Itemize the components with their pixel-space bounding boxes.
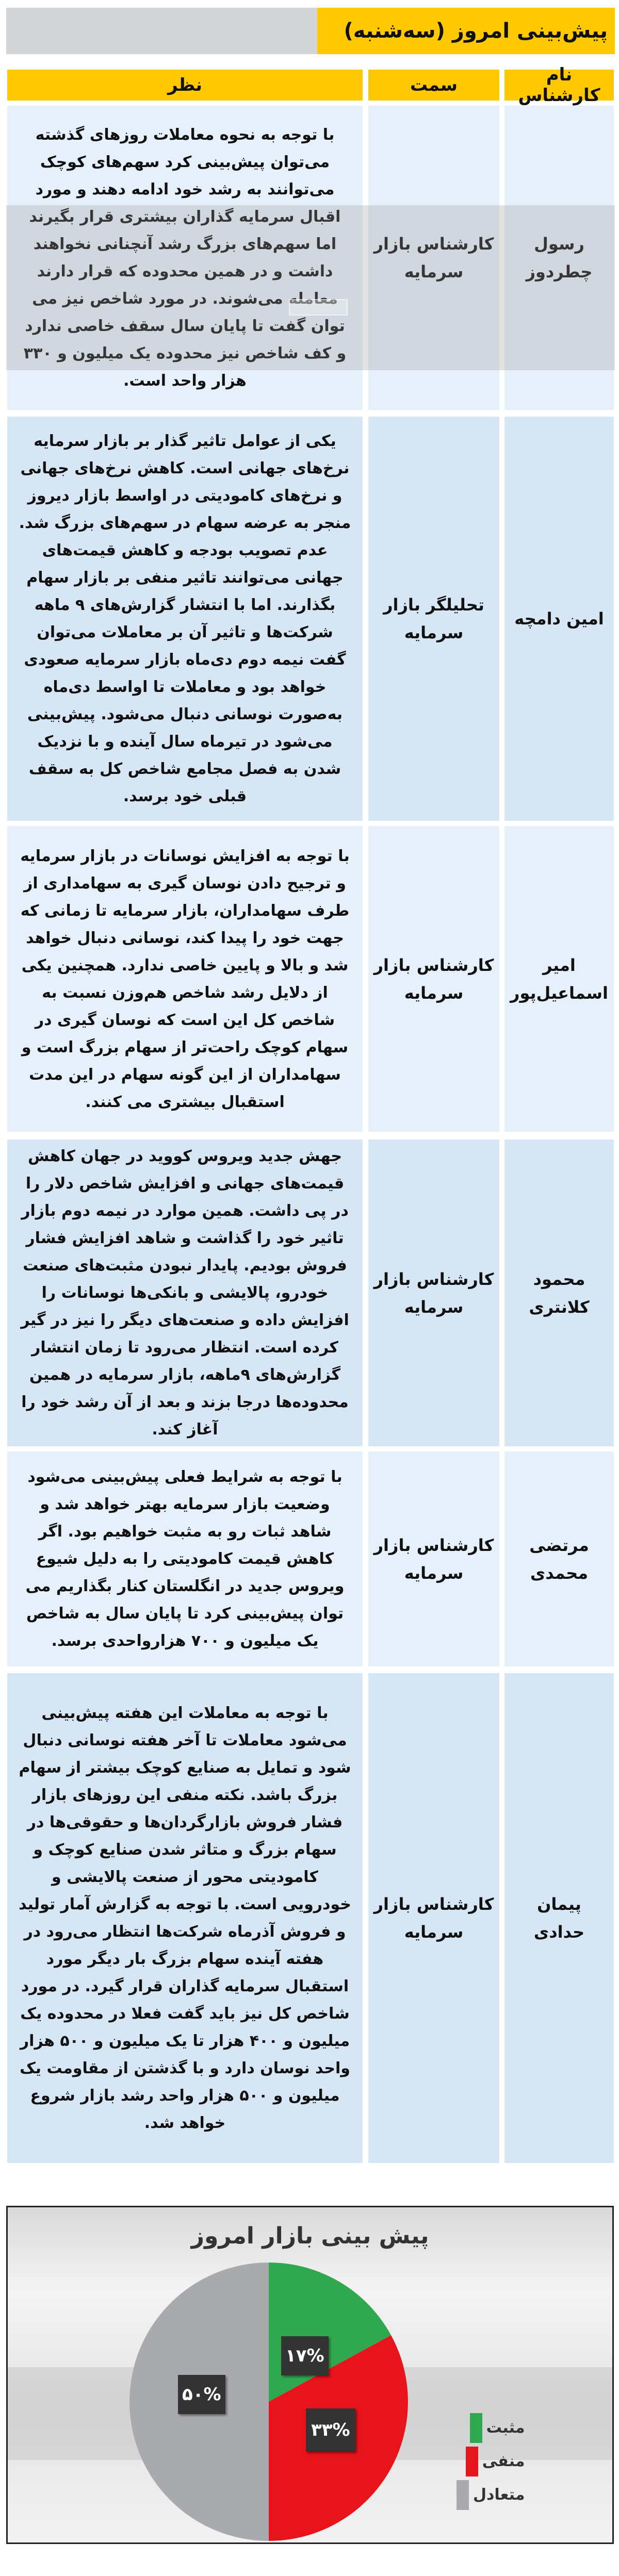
legend-label-positive: مثبت — [486, 2419, 525, 2437]
table-row-2-opinion: یکی از عوامل تاثیر گذار بر بازار سرمایه نرخ‌های جهانی است. کاهش نرخ‌های جهانی و نرخ‌های کامودیتی در اواسط بازار دیروز منجر به عرضه سهام در سهم‌های بزرگ شد. عدم تصویب بودجه و کاهش قیمت‌های جهانی می‌توانند تاثیر منفی بر بازار سهام بگذارند. اما با انتشار گزارش‌های ۹ ماهه شرکت‌ها و تاثیر آن بر معاملات می‌توان گفت نیمه دوم دی‌ماه بازار سرمایه صعودی خواهد بود و معاملات تا اواسط دی‌ماه به‌صورت نوسانی دنبال می‌شود. پیش‌بینی می‌شود در تیرماه سال آینده و با نزدیک شدن به فصل مجامع شاخص کل به سقف قبلی خود برسد. — [7, 417, 363, 821]
table-row-3-name: امیر اسماعیل‌پور — [504, 826, 614, 1132]
table-row-4-role: کارشناس بازار سرمایه — [368, 1140, 499, 1446]
table-row-1-opinion: با توجه به نحوه معاملات روزهای گذشته می‌توان پیش‌بینی کرد سهم‌های کوچک می‌توانند به رشد خود ادامه دهند و مورد اقبال سرمایه گذاران بیشتری قرار بگیرند اما سهم‌های بزرگ رشد آنچنانی نخواهند داشت و در همین محدوده که قرار دارند معامله می‌شوند. در مورد شاخص نیز می توان گفت تا پایان سال سقف خاصی ندارد و کف شاخص نیز محدوده یک میلیون و ۳۳۰ هزار واحد است. — [7, 106, 363, 410]
legend-swatch-positive — [470, 2413, 482, 2443]
table-row-1-role: کارشناس بازار سرمایه — [368, 106, 499, 410]
title-bar — [6, 8, 615, 54]
chart-title: پیش بینی بازار امروز — [191, 2223, 429, 2249]
legend-label-negative: منفی — [482, 2452, 525, 2470]
page-title: پیش‌بینی امروز (سه‌شنبه) — [317, 8, 615, 54]
table-row-5-opinion: با توجه به شرایط فعلی پیش‌بینی می‌شود وضعیت بازار سرمایه بهتر خواهد شد و شاهد ثبات رو به مثبت خواهیم بود. اگر کاهش قیمت کامودیتی را به دلیل شیوع ویروس جدید در انگلستان کنار بگذاریم می توان پیش‌بینی کرد تا پایان سال به شاخص یک میلیون و ۷۰۰ هزارواحدی برسد. — [7, 1451, 363, 1666]
market-forecast-chart — [6, 2206, 614, 2544]
legend-swatch-neutral — [457, 2480, 469, 2510]
table-row-4-opinion: جهش جدید ویروس کووید در جهان کاهش قیمت‌های جهانی و افزایش شاخص دلار را در پی داشت. همین موارد در نیمه دوم بازار تاثیر خود را گذاشت و شاهد افزایش فشار فروش بودیم. پایدار نبودن مثبت‌های صنعت خودرو، پالایشی و بانکی‌ها نوسانات را افزایش داده و صنعت‌های دیگر را نیز در گیر کرده است. انتظار می‌رود تا زمان انتشار گزارش‌های ۹ماهه، بازار سرمایه در همین محدوده‌ها درجا بزند و بعد از آن رشد خود را آغاز کند. — [7, 1140, 363, 1446]
legend-item-negative — [457, 2445, 525, 2478]
table-row-6-role: کارشناس بازار سرمایه — [368, 1673, 499, 2163]
watermark-logo-label — [289, 299, 348, 316]
legend-swatch-negative — [466, 2447, 478, 2476]
header-expert-name: نام کارشناس — [504, 70, 614, 101]
table-row-6-opinion: با توجه به معاملات این هفته پیش‌بینی می‌شود معاملات تا آخر هفته نوسانی دنبال شود و تمایل به صنایع کوچک بیشتر از سهام بزرگ باشد. نکته منفی این روزهای بازار فشار فروش بازارگردان‌ها و حقوقی‌ها در سهام بزرگ و متاثر شدن صنایع کوچک و کامودیتی محور از صنعت پالایشی و خودرویی است. با توجه به گزارش آمار تولید و فروش آذرماه شرکت‌ها انتظار می‌رود در هفته آینده سهام بزرگ بار دیگر مورد استقبال سرمایه گذاران قرار گیرد. در مورد شاخص کل نیز باید گفت فعلا در محدوده یک میلیون و ۴۰۰ هزار تا یک میلیون و ۵۰۰ هزار واحد نوسان دارد و با گذشتن از مقاومت یک میلیون و ۵۰۰ هزار واحد رشد بازار شروع خواهد شد. — [7, 1673, 363, 2163]
table-row-3-opinion: با توجه به افزایش نوسانات در بازار سرمایه و ترجیح دادن نوسان گیری به سهامداری از طرف سهامداران، بازار سرمایه تا زمانی که جهت خود را پیدا کند، نوسانی دنبال خواهد شد و بالا و پایین خاصی ندارد. همچنین یکی از دلایل رشد شاخص هم‌وزن نسبت به شاخص کل این است که نوسان گیری در سهام کوچک راحت‌تر از سهام بزرگ است و سهامداران از این گونه سهام در این مدت استقبال بیشتری می کنند. — [7, 826, 363, 1132]
pie-label-neutral: ۵۰% — [178, 2375, 225, 2414]
pie-label-positive: ۱۷% — [281, 2336, 329, 2375]
title-bar-filler — [6, 8, 317, 54]
pie-chart — [129, 2263, 408, 2541]
legend-item-neutral — [457, 2478, 525, 2512]
table-row-6-name: پیمان حدادی — [504, 1673, 614, 2163]
chart-legend — [457, 2411, 525, 2512]
table-row-5-name: مرتضی محمدی — [504, 1451, 614, 1666]
table-row-3-role: کارشناس بازار سرمایه — [368, 826, 499, 1132]
header-role: سمت — [368, 70, 499, 101]
table-row-2-name: امین دامچه — [504, 417, 614, 821]
legend-label-neutral: متعادل — [473, 2486, 525, 2504]
pie-label-negative: ۳۳% — [306, 2408, 355, 2452]
table-row-5-role: کارشناس بازار سرمایه — [368, 1451, 499, 1666]
header-opinion: نظر — [7, 70, 363, 101]
table-row-2-role: تحلیلگر بازار سرمایه — [368, 417, 499, 821]
table-row-4-name: محمود کلانتری — [504, 1140, 614, 1446]
table-row-1-name: رسول چطردوز — [504, 106, 614, 410]
legend-item-positive — [457, 2411, 525, 2445]
